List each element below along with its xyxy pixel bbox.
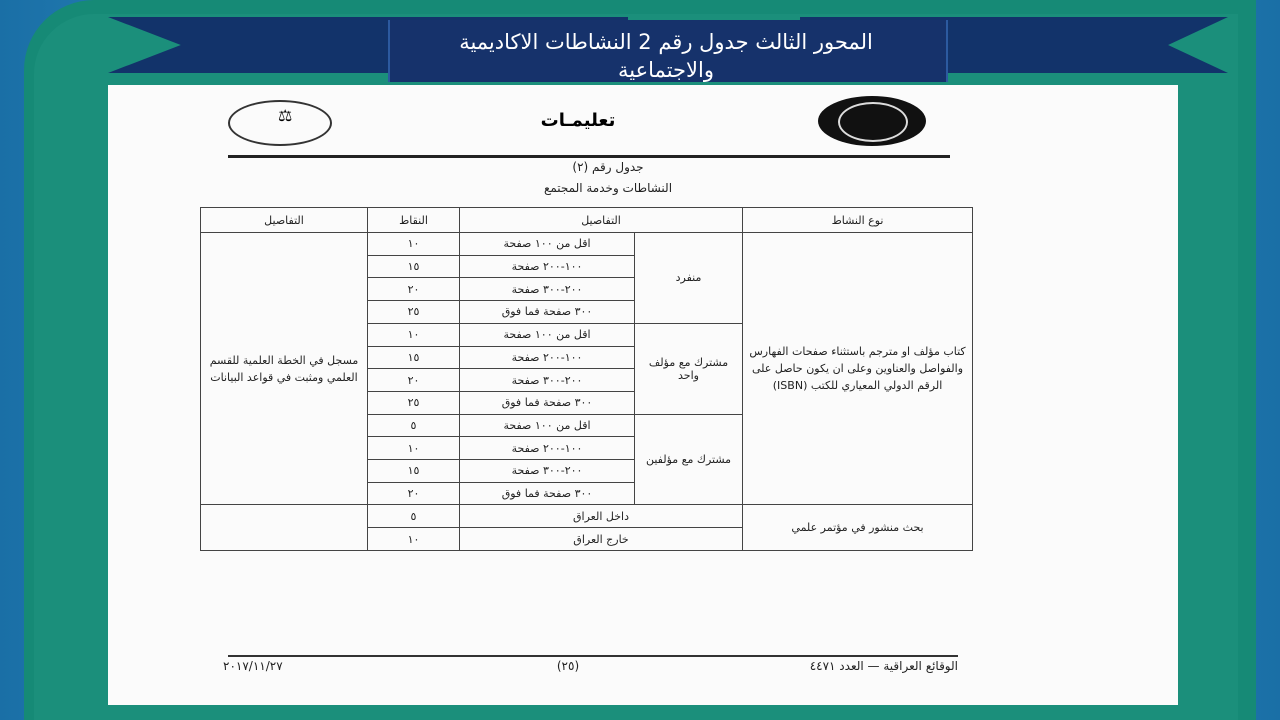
document-header-title: تعليمـات bbox=[540, 110, 616, 131]
header-details-2: التفاصيل bbox=[201, 208, 368, 233]
points-cell: ١٥ bbox=[368, 346, 460, 369]
points-cell: ٢٥ bbox=[368, 301, 460, 324]
slide-title-line2: والاجتماعية bbox=[618, 58, 714, 82]
points-cell: ١٠ bbox=[368, 323, 460, 346]
page-range-cell: اقل من ١٠٠ صفحة bbox=[460, 233, 635, 256]
footer-date: ٢٠١٧/١١/٢٧ bbox=[223, 659, 283, 673]
page-range-cell: ١٠٠-٢٠٠ صفحة bbox=[460, 346, 635, 369]
table-header-row bbox=[201, 208, 973, 233]
header-activity-type: نوع النشاط bbox=[743, 208, 973, 233]
page-range-cell: ٢٠٠-٣٠٠ صفحة bbox=[460, 278, 635, 301]
group-label-coauthors: مشترك مع مؤلفين bbox=[635, 414, 743, 505]
slide-title-line1: المحور الثالث جدول رقم 2 النشاطات الاكاديمية bbox=[459, 30, 873, 54]
page-range-cell: ١٠٠-٢٠٠ صفحة bbox=[460, 255, 635, 278]
page-range-cell: ٣٠٠ صفحة فما فوق bbox=[460, 482, 635, 505]
points-cell: ٢٠ bbox=[368, 369, 460, 392]
page-range-cell: ٣٠٠ صفحة فما فوق bbox=[460, 301, 635, 324]
table-row bbox=[201, 233, 973, 256]
points-cell: ٥ bbox=[368, 505, 460, 528]
group-label-single: منفرد bbox=[635, 233, 743, 324]
group-label-one-coauthor: مشترك مع مؤلف واحد bbox=[635, 323, 743, 414]
table-row bbox=[201, 505, 973, 528]
points-cell: ١٠ bbox=[368, 233, 460, 256]
page-range-cell: ٣٠٠ صفحة فما فوق bbox=[460, 391, 635, 414]
header-details: التفاصيل bbox=[460, 208, 743, 233]
points-cell: ٢٠ bbox=[368, 482, 460, 505]
footer-page-number: (٢٥) bbox=[556, 659, 580, 673]
points-cell: ١٥ bbox=[368, 460, 460, 483]
page-range-cell: ٢٠٠-٣٠٠ صفحة bbox=[460, 369, 635, 392]
points-cell: ١٠ bbox=[368, 528, 460, 551]
book-activity-cell: كتاب مؤلف او مترجم باستثناء صفحات الفهارس والفواصل والعناوين وعلى ان يكون حاصل على الرقم الدولي المعياري للكتب (ISBN) bbox=[743, 233, 973, 505]
points-cell: ٥ bbox=[368, 414, 460, 437]
page-range-cell: ٢٠٠-٣٠٠ صفحة bbox=[460, 460, 635, 483]
points-cell: ٢٠ bbox=[368, 278, 460, 301]
header-points: النقاط bbox=[368, 208, 460, 233]
scanned-document bbox=[108, 85, 1178, 705]
footer-publication: الوقائع العراقية — العدد ٤٤٧١ bbox=[809, 659, 958, 673]
footer-divider bbox=[228, 655, 958, 657]
points-cell: ١٥ bbox=[368, 255, 460, 278]
header-divider bbox=[228, 155, 950, 158]
location-cell: خارج العراق bbox=[460, 528, 743, 551]
table-caption: جدول رقم (٢) bbox=[572, 160, 644, 174]
page-range-cell: اقل من ١٠٠ صفحة bbox=[460, 414, 635, 437]
table-subtitle: النشاطات وخدمة المجتمع bbox=[543, 181, 673, 195]
ministry-logo-icon: ⚖ bbox=[228, 100, 332, 146]
points-cell: ٢٥ bbox=[368, 391, 460, 414]
points-cell: ١٠ bbox=[368, 437, 460, 460]
research-activity-cell: بحث منشور في مؤتمر علمي bbox=[743, 505, 973, 551]
page-range-cell: ١٠٠-٢٠٠ صفحة bbox=[460, 437, 635, 460]
book-notes-cell: مسجل في الخطة العلمية للقسم العلمي ومثبت في قواعد البيانات bbox=[201, 233, 368, 505]
slide-title bbox=[388, 28, 944, 84]
research-notes-cell bbox=[201, 505, 368, 551]
page-range-cell: اقل من ١٠٠ صفحة bbox=[460, 323, 635, 346]
location-cell: داخل العراق bbox=[460, 505, 743, 528]
gazette-seal-icon bbox=[818, 96, 926, 146]
activities-table bbox=[200, 207, 973, 551]
document-header bbox=[228, 100, 950, 162]
